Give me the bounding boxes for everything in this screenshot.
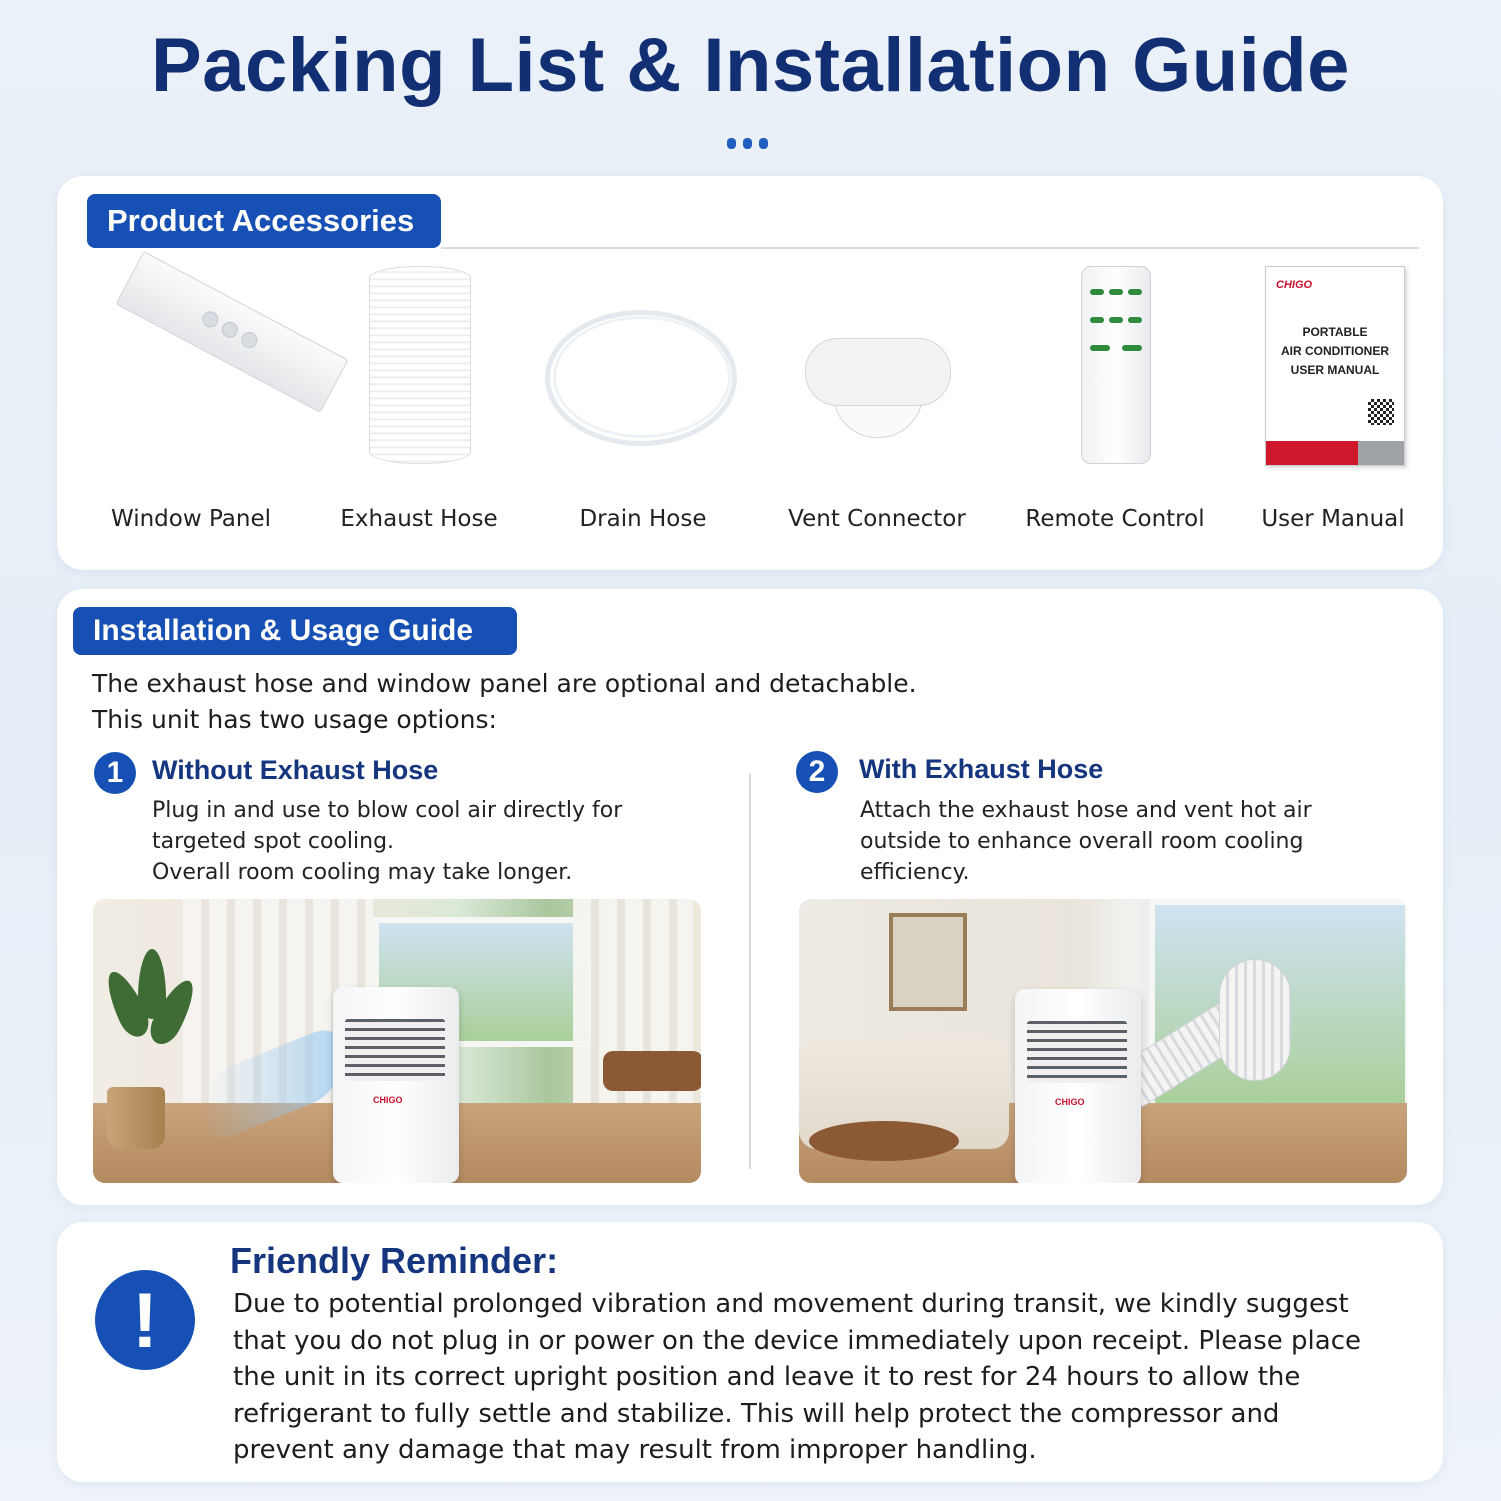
accessory-user-manual [1223, 266, 1443, 546]
accessory-vent-connector [767, 266, 987, 546]
installation-tag: Installation & Usage Guide [73, 607, 517, 655]
reminder-title: Friendly Reminder: [230, 1240, 559, 1281]
accessory-label: Vent Connector [788, 506, 966, 532]
accessory-label: Exhaust Hose [340, 506, 498, 532]
remote-control-icon [1005, 266, 1225, 486]
option-number-2: 2 [796, 751, 838, 793]
page-title: Packing List & Installation Guide [151, 23, 1350, 108]
installation-card [57, 589, 1443, 1205]
unit-logo: CHIGO [373, 1095, 403, 1105]
accessory-window-panel [81, 266, 301, 546]
photo-with-hose [799, 899, 1407, 1183]
accessories-tag: Product Accessories [87, 194, 441, 248]
install-intro-2: This unit has two usage options: [92, 705, 497, 734]
options-divider [749, 774, 751, 1169]
carousel-dots [727, 138, 768, 149]
exhaust-hose-icon [309, 266, 529, 486]
option-desc-2: Attach the exhaust hose and vent hot air outside to enhance overall room cooling efficiency. [860, 798, 1312, 885]
manual-cover-text: PORTABLE AIR CONDITIONER USER MANUAL [1281, 325, 1389, 377]
user-manual-icon [1265, 266, 1405, 486]
accessory-drain-hose [533, 266, 753, 546]
install-intro-1: The exhaust hose and window panel are optional and detachable. [92, 669, 917, 698]
option-title-2: With Exhaust Hose [859, 754, 1104, 784]
window-panel-icon [81, 266, 301, 486]
accessory-label: Window Panel [110, 506, 272, 532]
vent-connector-icon [767, 266, 987, 486]
exclamation-icon: ! [95, 1270, 195, 1370]
option-title-1: Without Exhaust Hose [152, 755, 439, 785]
accessory-remote-control [1005, 266, 1225, 546]
option-number-1: 1 [94, 752, 136, 794]
accessory-exhaust-hose [309, 266, 529, 546]
accessory-label: Drain Hose [579, 506, 707, 532]
reminder-card [57, 1222, 1443, 1482]
accessories-card [57, 176, 1443, 570]
reminder-text: Due to potential prolonged vibration and movement during transit, we kindly suggest that you do not plug in or power on the device immediately upon receipt. Please place the unit in its correct upright position and leave it to rest for 24 hours to allow the refrigerant to fully settle and stabilize. This will help protect the compressor and prevent any damage that may result from improper handling. [233, 1289, 1361, 1465]
accessory-label: User Manual [1261, 506, 1405, 532]
accessories-divider [441, 247, 1419, 249]
qr-code-icon [1368, 399, 1394, 425]
drain-hose-icon [533, 266, 753, 486]
unit-logo: CHIGO [1055, 1097, 1085, 1107]
accessory-label: Remote Control [1025, 506, 1205, 532]
manual-brand: CHIGO [1276, 279, 1313, 291]
photo-without-hose [93, 899, 701, 1183]
option-desc-1: Plug in and use to blow cool air directly for targeted spot cooling. Overall room cooling may take longer. [152, 798, 623, 885]
